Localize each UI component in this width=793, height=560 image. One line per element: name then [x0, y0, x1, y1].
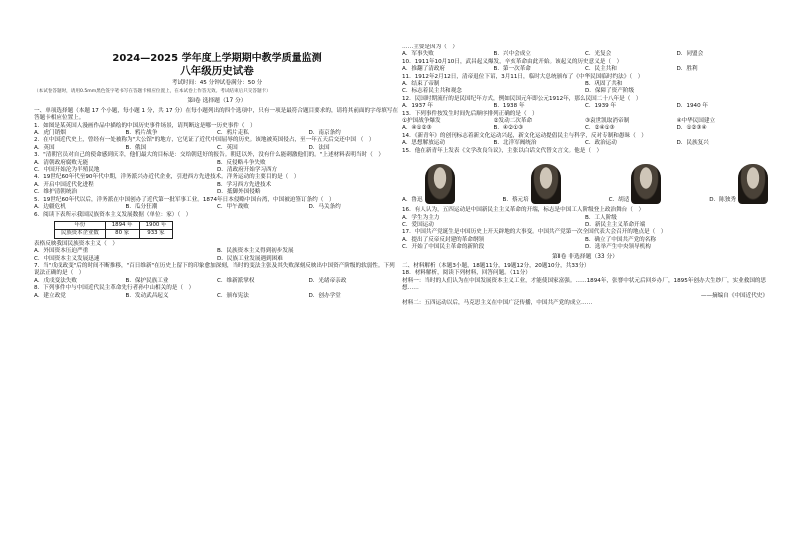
portrait-image	[738, 164, 768, 204]
portrait-options	[402, 158, 768, 204]
option: C．中国资本主义发展迅速	[34, 255, 100, 262]
exam-notice: （本试卷答题时，请用0.5mm黑色签字笔书写在答题卡相应位置上，在本试卷上作答无效。考试结束后只交答题卡）	[34, 89, 271, 95]
option: C．1939 年	[585, 103, 617, 110]
question-stem: 1．如图是某英国人漫画作品中描绘的中国历史事件场景，请判断这是哪一历史事件（ ）	[34, 122, 256, 129]
option: A．思想解放运动	[402, 140, 445, 147]
question-stem: 11．1912年2月12日，清帝退位下诏，3月11日，临时大总统颁布了《中华民国临时约法》（ ）	[402, 73, 644, 80]
option: ③袁世凯取消帝制	[585, 118, 630, 125]
option: B．兴中会成立	[493, 51, 531, 58]
question-stem: 10．1911年10月10日，武昌起义爆发，辛亥革命由此开始。该起义的历史意义是（ ）	[402, 58, 623, 65]
question-options	[402, 125, 768, 132]
option: A．1937 年	[402, 103, 434, 110]
option: D．保障了资产阶级	[585, 88, 635, 95]
question-stem: 14．《新青年》的创刊标志着新文化运动兴起，新文化运动提倡民主与科学，反对专制和愚昧（ ）	[402, 132, 647, 139]
option: C．颁布宪法	[217, 292, 249, 299]
option: D．①②③④	[676, 125, 707, 132]
question-options	[402, 237, 768, 252]
option: A．结束了帝制	[402, 81, 440, 88]
option: B．北洋军阀统治	[493, 140, 537, 147]
portrait-image	[425, 164, 455, 204]
option: B．学习西方先进技术	[217, 181, 272, 188]
material-1: 材料一：当时的人们认为在中国发展资本主义工业，才能使国家富强。……1894年，张謇中状元后回乡办厂，1895年创办大生纱厂，实业救国的思想……	[402, 277, 767, 292]
option: C．政治运动	[585, 140, 617, 147]
option: C．鸦片走私	[217, 130, 249, 137]
left-column	[34, 40, 400, 550]
option: B．确立了中国共产党的名称	[585, 236, 656, 243]
portrait-option	[503, 164, 561, 204]
data-table	[54, 221, 173, 239]
question-options	[34, 182, 400, 197]
questions-left	[34, 123, 400, 212]
option: B．巩固了共和	[585, 81, 623, 88]
option: B．反侵略斗争失败	[217, 159, 266, 166]
exam-info: 考试时间：45 分钟试卷满分：50 分	[171, 80, 263, 86]
option: D．民族工业发展遇到困难	[217, 255, 283, 262]
portrait-option	[609, 164, 662, 204]
option: C．开始了中国民主革命的新阶段	[402, 244, 485, 251]
exam-title: 2024—2025 学年度上学期期中教学质量监测	[112, 53, 322, 64]
option: ②发动二次革命	[493, 118, 533, 125]
option: B．工人阶级	[585, 214, 617, 221]
option: A．清朝政府腐败无能	[34, 159, 89, 166]
option: C．爱国运动	[402, 221, 434, 228]
question-options	[402, 140, 768, 147]
question-stem: 12．民国时期流行的是民国纪年方式，例如民国元年即公元1912年，那么民国二十八年是（ ）	[402, 95, 642, 102]
exam-subtitle: 八年级历史试卷	[180, 65, 254, 77]
option: D．清政府开始学习西方	[217, 167, 278, 174]
portrait-label: A．鲁迅	[402, 196, 423, 203]
option: A．边疆危机	[34, 204, 66, 211]
option: ①护国战争爆发	[402, 118, 441, 125]
option: A．外国资本压迫严重	[34, 248, 89, 255]
option: A．④①②③	[402, 125, 432, 132]
option: D．南京条约	[308, 130, 341, 137]
option: D．选举产生中央领导机构	[585, 244, 651, 251]
option: A．军事失败	[402, 51, 434, 58]
option: ④中华民国建立	[676, 118, 716, 125]
material-1-source: ——摘编自《中国近代史》	[700, 292, 768, 299]
option: C．光复会	[585, 51, 612, 58]
table-caption: 6．阅读下表所示我国民族资本主义发展数据（单位：家）（ ）	[34, 211, 192, 218]
option: C．标志着民主共和观念	[402, 88, 462, 95]
table-header: 年份	[55, 221, 106, 229]
option: C．维新派掌权	[217, 277, 255, 284]
option: A．提出了反帝反封建的革命纲领	[402, 236, 485, 243]
portrait-label: D．陈独秀	[709, 196, 736, 203]
question-options	[402, 215, 768, 230]
portrait-label: B．蔡元培	[502, 196, 529, 203]
option: A．推翻了清政府	[402, 66, 445, 73]
table-header: 1894 年	[105, 221, 139, 229]
option: D．民族复兴	[676, 140, 709, 147]
option: B．俄国	[125, 144, 147, 151]
question-stem: 3．"清朝官员对自己的使命感到庆幸，他们最大的目标是：交给朝廷好的报告。朝廷以外，没有什么能刺激他们的。"上述材料表明当时（ ）	[34, 152, 384, 159]
option: C．中国开始沦为半殖民地	[34, 167, 100, 174]
question-18: 18．材料解析，阅读下列材料，回答问题。（11分）	[402, 270, 531, 277]
table-cell: 933 家	[139, 230, 173, 238]
portrait-option	[402, 164, 455, 204]
option: C．维护清朝统治	[34, 189, 78, 196]
section1-heading: 第Ⅰ卷 选择题（17 分）	[187, 98, 247, 105]
option: B．鸦片战争	[125, 130, 158, 137]
material-2: 材料二：五四运动以后，马克思主义在中国广泛传播，中国共产党的成立……	[402, 299, 593, 306]
option: D．法国	[308, 144, 330, 151]
option: D．光绪帝亲政	[308, 277, 347, 284]
question-options	[34, 160, 400, 175]
question-stem: 15．他在新青年上发表《文学改良刍议》，主张以白话文代替文言文。他是（ ）	[402, 147, 603, 154]
question-options	[402, 66, 768, 73]
question-stem: 13．下列事件按发生时间先后顺序排列正确的是（ ）	[402, 110, 538, 117]
option: B．第一次革命	[493, 66, 531, 73]
option: D．同盟会	[676, 51, 704, 58]
question-options	[34, 248, 400, 263]
questions-right-2	[402, 207, 768, 251]
question-options	[34, 204, 400, 211]
question-options	[402, 51, 768, 58]
option: C．民主共和	[585, 66, 617, 73]
option: A．开启中国近代化进程	[34, 181, 94, 188]
option: A．虎门销烟	[34, 130, 66, 137]
table-cell: 民族资本企业数	[55, 230, 106, 238]
question-options	[402, 81, 768, 96]
table-header: 1900 年	[139, 221, 173, 229]
question-stem: 表格反映我国民族资本主义（ ）	[34, 240, 118, 247]
question-stem: 5．19世纪60年代以后，洋务派在中国创办了近代第一批军事工业。1874年日本侵略中国台湾，中国被迫签订条约（ ）	[34, 196, 335, 203]
option: D．抵御外国侵略	[217, 189, 261, 196]
section2-heading: 第Ⅱ卷 非选择题（33 分）	[551, 253, 619, 260]
section2-instruction: 二、材料解析（本题3小题，18题11分，19题12分，20题10分，共33分）	[402, 262, 590, 269]
section1-instruction: 一、单项选择题（本题 17 个小题，每小题 1 分，共 17 分）在每小题列出的四个选项中，只有一项是最符合题目要求的，请将其前面的字母填写在答题卡相应位置上。	[34, 107, 399, 122]
option: A．英国	[34, 144, 55, 151]
portrait-image	[631, 164, 661, 204]
question-stem: 2．在中国近代史上，曾经有一处被称为"大公馆"的地方，它见证了近代中国屈辱的历史。该地被英国侵占，至一年五天后交还中国 （ ）	[34, 137, 375, 144]
option: B．④②①③	[493, 125, 523, 132]
option: B．民族资本主义得到初步发展	[217, 248, 294, 255]
option: D．1940 年	[676, 103, 709, 110]
portrait-label: C．胡适	[608, 196, 630, 203]
option: C．②④①③	[585, 125, 615, 132]
portrait-option	[709, 164, 768, 204]
option: D．胜利	[676, 66, 698, 73]
table-cell: 80 家	[105, 230, 139, 238]
option: C．甲午战败	[217, 204, 249, 211]
question-stem: 7．当"戊戌政变"后的时间不断推移，"百日维新"在历史上留下的印象愈加深刻，当时的变法主张及其失败深刻反映出中国资产阶级的软弱性。下列说法正确的是（ ）	[34, 262, 395, 277]
option: B．发动武昌起义	[125, 292, 169, 299]
question-stem: 4．19世纪60年代至90年代中期，洋务派兴办近代企业，引进西方先进技术。洋务运动的主要目的是（ ）	[34, 174, 300, 181]
option: A．建立政党	[34, 292, 66, 299]
question-stem: 17．中国共产党诞生是中国历史上开天辟地的大事变。中国共产党第一次全国代表大会召开的地点是（ ）	[402, 229, 667, 236]
option: B．1938 年	[493, 103, 525, 110]
option: D．马关条约	[308, 204, 341, 211]
question-stem: 8．下列事件中与中国近代民主革命先行者孙中山相关的是（ ）	[34, 285, 195, 292]
option: B．瓜分狂潮	[125, 204, 158, 211]
option: D．创办学堂	[308, 292, 341, 299]
question-options	[402, 103, 768, 110]
option: D．新民主主义革命开端	[585, 221, 646, 228]
option: B．保护民族工业	[125, 277, 169, 284]
option: A．戊戌变法失败	[34, 277, 77, 284]
questions-left-2	[34, 241, 400, 300]
question-stem: 16．有人认为，五四运动是中国新民主主义革命的开端，标志是中国工人阶级登上政治舞台（ ）	[402, 207, 645, 214]
portrait-image	[531, 164, 561, 204]
question-stem: ……主要是因为（ ）	[402, 44, 458, 50]
option: A．学生为主力	[402, 214, 440, 221]
option: C．英国	[217, 144, 238, 151]
right-column	[402, 44, 768, 554]
question-options	[34, 293, 400, 300]
questions-right	[402, 44, 768, 155]
